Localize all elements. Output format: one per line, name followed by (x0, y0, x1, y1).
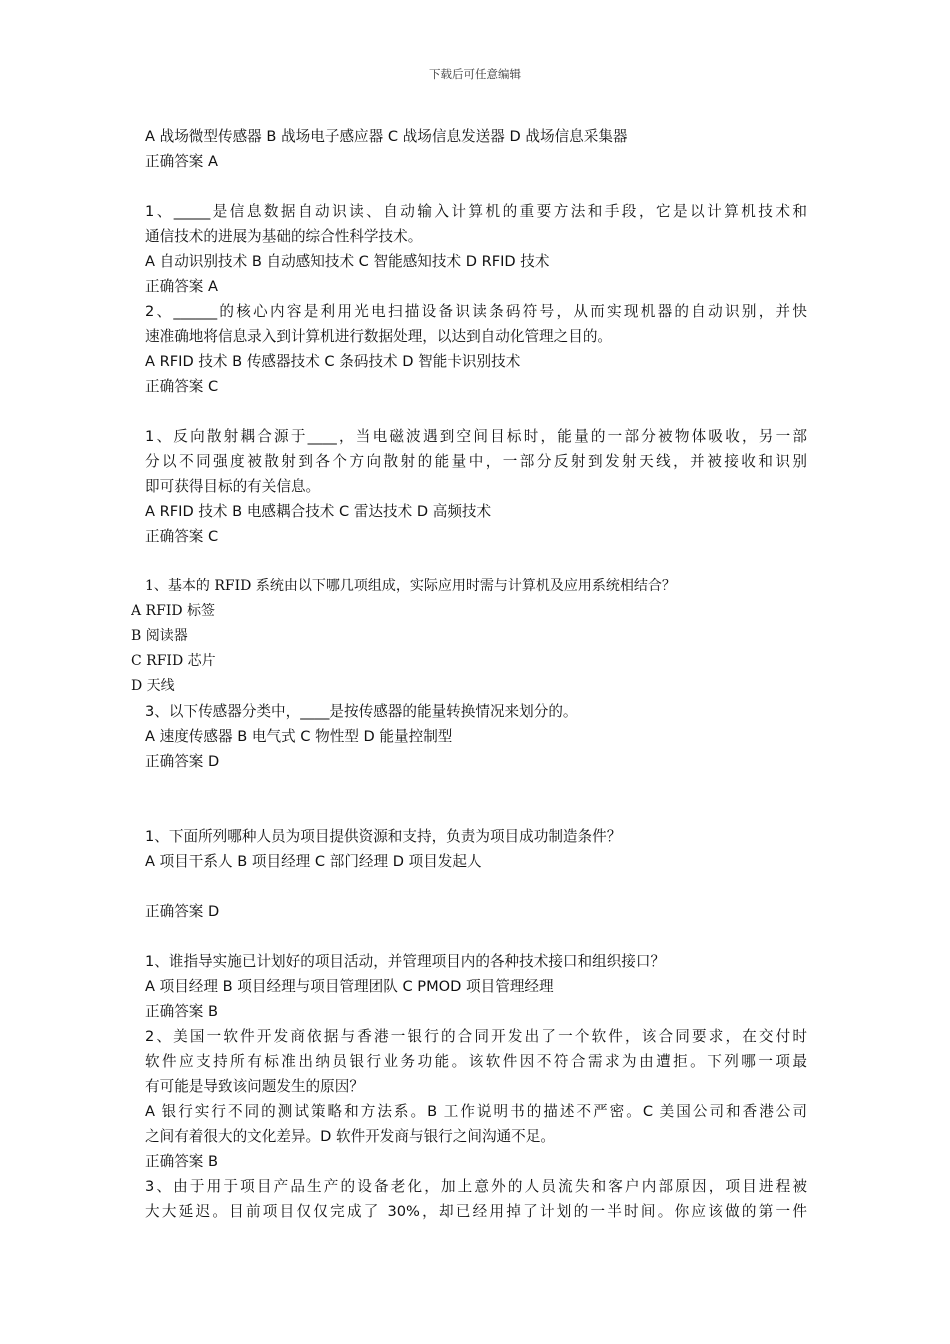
text-line: 1、基本的 RFID 系统由以下哪几项组成，实际应用时需与计算机及应用系统相结合？ (145, 578, 676, 594)
text-line: B 阅读器 (131, 628, 188, 644)
text-line: 软件应支持所有标准出纳员银行业务功能。该软件因不符合需求为由遭拒。下列哪一项最 (145, 1053, 807, 1070)
blank-line (145, 799, 807, 824)
text-line: A 自动识别技术 B 自动感知技术 C 智能感知技术 D RFID 技术 (145, 253, 550, 270)
text-line: D 天线 (131, 678, 175, 694)
text-line: 速准确地将信息录入到计算机进行数据处理，以达到自动化管理之目的。 (145, 328, 613, 345)
text-line: 1、下面所列哪种人员为项目提供资源和支持，负责为项目成功制造条件？ (145, 828, 622, 845)
text-line: 大大延迟。目前项目仅仅完成了 30%，却已经用掉了计划的一半时间。你应该做的第一件 (145, 1203, 807, 1220)
text-line: A 项目经理 B 项目经理与项目管理团队 C PMOD 项目管理经理 (145, 978, 554, 995)
text-line: C RFID 芯片 (131, 653, 216, 669)
text-line: 即可获得目标的有关信息。 (145, 478, 321, 495)
text-line: 正确答案 C (145, 528, 219, 545)
text-line: 正确答案 C (145, 378, 219, 395)
document-body (131, 124, 807, 1224)
text-line: A RFID 标签 (131, 603, 216, 619)
text-line: 正确答案 D (145, 753, 220, 770)
blank-line (145, 399, 807, 424)
text-line: 之间有着很大的文化差异。D 软件开发商与银行之间沟通不足。 (145, 1128, 555, 1145)
page-header: 下载后可任意编辑 (429, 67, 521, 81)
text-line: 正确答案 D (145, 903, 220, 920)
text-line: 2、______的核心内容是利用光电扫描设备识读条码符号，从而实现机器的自动识别，并快 (145, 303, 807, 320)
text-line: 分以不同强度被散射到各个方向散射的能量中，一部分反射到发射天线，并被接收和识别 (145, 453, 807, 470)
blank-line (145, 174, 807, 199)
text-line: 通信技术的进展为基础的综合性科学技术。 (145, 228, 423, 245)
text-line: 正确答案 B (145, 1003, 219, 1020)
text-line: 1、反向散射耦合源于____，当电磁波遇到空间目标时，能量的一部分被物体吸收，另一部 (145, 428, 807, 445)
text-line: A 速度传感器 B 电气式 C 物性型 D 能量控制型 (145, 728, 453, 745)
text-line: 1、谁指导实施已计划好的项目活动，并管理项目内的各种技术接口和组织接口？ (145, 953, 666, 970)
blank-line (145, 774, 807, 799)
text-line: A RFID 技术 B 传感器技术 C 条码技术 D 智能卡识别技术 (145, 353, 521, 370)
blank-line (145, 549, 807, 574)
text-line: 2、美国一软件开发商依据与香港一银行的合同开发出了一个软件，该合同要求，在交付时 (145, 1028, 807, 1045)
text-line: 有可能是导致该问题发生的原因？ (145, 1078, 364, 1095)
text-line: 3、以下传感器分类中，____是按传感器的能量转换情况来划分的。 (145, 703, 578, 720)
blank-line (145, 874, 807, 899)
text-line: 正确答案 B (145, 1153, 219, 1170)
text-line: A RFID 技术 B 电感耦合技术 C 雷达技术 D 高频技术 (145, 503, 492, 520)
text-line: 3、由于用于项目产品生产的设备老化，加上意外的人员流失和客户内部原因，项目进程被 (145, 1178, 807, 1195)
text-line: 正确答案 A (145, 278, 218, 295)
blank-line (145, 924, 807, 949)
text-line: A 银行实行不同的测试策略和方法系。B 工作说明书的描述不严密。C 美国公司和香港公司 (145, 1103, 807, 1120)
text-line: A 项目干系人 B 项目经理 C 部门经理 D 项目发起人 (145, 853, 482, 870)
text-line: 1、_____是信息数据自动识读、自动输入计算机的重要方法和手段，它是以计算机技术和 (145, 203, 807, 220)
text-line: 正确答案 A (145, 153, 218, 170)
text-line: A 战场微型传感器 B 战场电子感应器 C 战场信息发送器 D 战场信息采集器 (145, 128, 628, 145)
